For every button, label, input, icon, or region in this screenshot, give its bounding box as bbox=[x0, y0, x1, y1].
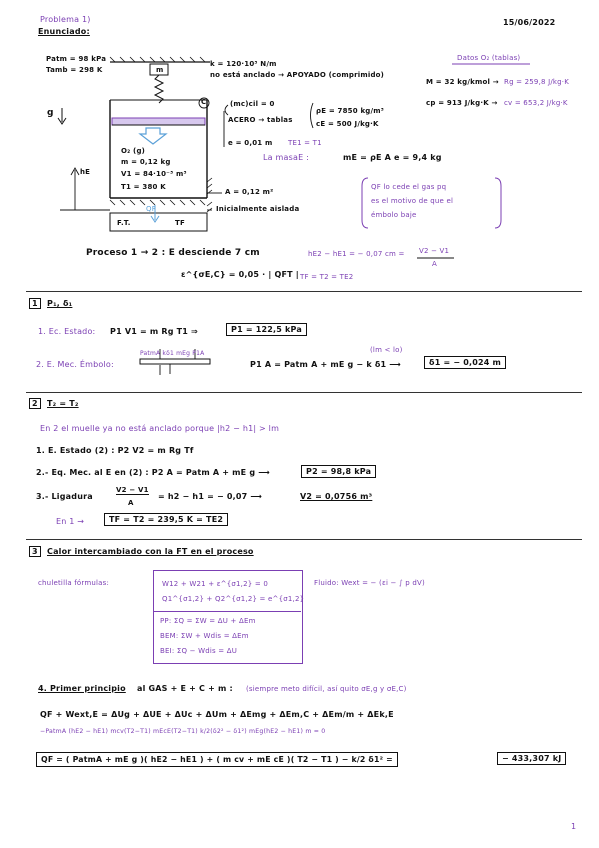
s2-a2-result: P2 = 98,8 kPa bbox=[301, 465, 376, 478]
s1-l1-result: P1 = 122,5 kPa bbox=[226, 323, 307, 336]
gravity-label: g bbox=[47, 108, 54, 118]
datos-cp: cp = 913 J/kg·K → bbox=[426, 99, 498, 107]
gas-v1: V1 = 84·10⁻³ m³ bbox=[121, 170, 187, 178]
s3-pp-note: (siempre meto difícil, así quito σE,g y σE,C) bbox=[246, 685, 407, 693]
m-block-label: m bbox=[156, 66, 164, 74]
divider bbox=[26, 392, 582, 393]
acero: ACERO → tablas bbox=[228, 116, 293, 124]
s3-big-eq: QF + Wext,E = ΔUg + ΔUE + ΔUc + ΔUm + ΔEmg + ΔEm,C + ΔEm/m + ΔEk,E bbox=[40, 710, 394, 719]
note-line-1: QF lo cede el gas pq bbox=[371, 183, 447, 191]
s3-pp-label: 4. Primer principio bbox=[38, 684, 126, 693]
gas-t1: T1 = 380 K bbox=[121, 183, 166, 191]
formula-divider bbox=[153, 611, 301, 612]
s1-l1-eq: P1 V1 = m Rg T1 ⇒ bbox=[110, 327, 198, 336]
s3-title: Calor intercambiado con la FT en el proceso bbox=[47, 547, 254, 556]
s2-a3-label: 3.- Ligadura bbox=[36, 492, 93, 501]
s1-l2-result: δ1 = − 0,024 m bbox=[424, 356, 506, 369]
he-label: hE bbox=[80, 168, 91, 176]
problem-label: Problema 1) bbox=[40, 15, 91, 24]
s2-a1: 1. E. Estado (2) : P2 V2 = m Rg Tf bbox=[36, 446, 194, 455]
mc-cil: (mc)cil = 0 bbox=[230, 100, 275, 108]
s2-a3-eq: = h2 − h1 = − 0,07 ⟶ bbox=[158, 492, 263, 501]
formula-4: BEM: ΣW + Wdis = ΔEm bbox=[160, 632, 249, 640]
proceso-line: Proceso 1 → 2 : E desciende 7 cm bbox=[86, 248, 260, 258]
date: 15/06/2022 bbox=[503, 18, 556, 27]
espesor: e = 0,01 m bbox=[228, 139, 273, 147]
datos-cv: cv = 653,2 J/kg·K bbox=[504, 99, 568, 107]
proceso-frac-den: A bbox=[432, 260, 437, 268]
gas-mass: m = 0,12 kg bbox=[121, 158, 171, 166]
masa-eq: mE = ρE A e = 9,4 kg bbox=[343, 153, 442, 162]
spring-k: k = 120·10³ N/m bbox=[210, 60, 277, 68]
s2-a4-result: TF = T2 = 239,5 K = TE2 bbox=[104, 513, 228, 526]
divider bbox=[26, 539, 582, 540]
proceso-eps: ε^{σE,C} = 0,05 · | QFT | bbox=[181, 270, 299, 279]
page-number: 1 bbox=[571, 822, 577, 831]
fluido-note: Fluido: Wext = − (εi − ∫ p dV) bbox=[314, 579, 425, 587]
tamb: Tamb = 298 K bbox=[46, 66, 103, 74]
te1: TE1 = T1 bbox=[288, 139, 322, 147]
s3-pp-rest: al GAS + E + C + m : bbox=[137, 684, 233, 693]
s1-lm-note: (lm < lo) bbox=[370, 346, 403, 354]
s3-final-result: − 433,307 kJ bbox=[497, 752, 566, 765]
s1-l1-label: 1. Ec. Estado: bbox=[38, 327, 96, 336]
s3-final: QF = ( PatmA + mE g )( hE2 − hE1 ) + ( m cv + mE cE )( T2 − T1 ) − k/2 δ1² = bbox=[36, 752, 398, 767]
qf-label: QF bbox=[146, 205, 156, 213]
s1-number: 1 bbox=[29, 298, 41, 309]
rho: ρE = 7850 kg/m³ bbox=[316, 107, 385, 115]
datos-m: M = 32 kg/kmol → bbox=[426, 78, 499, 86]
masa-label: La masaE : bbox=[263, 153, 309, 162]
formula-2: Q1^{σ1,2} + Q2^{σ1,2} = e^{σ1,2} bbox=[162, 595, 305, 603]
statement-label: Enunciado: bbox=[38, 27, 90, 36]
proceso-temps: TF = T2 = TE2 bbox=[300, 273, 354, 281]
s1-l2-label: 2. E. Mec. Émbolo: bbox=[36, 360, 114, 369]
ce: cE = 500 J/kg·K bbox=[316, 120, 379, 128]
s1-title: P₁, δ₁ bbox=[47, 299, 73, 308]
s3-number: 3 bbox=[29, 546, 41, 557]
formula-5: BEI: ΣQ − Wdis = ΔU bbox=[160, 647, 238, 655]
ft-label: F.T. bbox=[117, 219, 131, 227]
s3-sub-eq: −PatmA (hE2 − hE1) mcv(T2−T1) mEcE(T2−T1) k/2(δ2² − δ1²) mEg(hE2 − hE1) m = 0 bbox=[40, 728, 326, 735]
s1-forces: PatmA kδ1 mEg P1A bbox=[140, 350, 205, 357]
s2-title: T₂ = T₂ bbox=[47, 399, 79, 408]
area: A = 0,12 m² bbox=[225, 188, 274, 196]
note-line-3: émbolo baje bbox=[371, 211, 417, 219]
s2-a2: 2.- Eq. Mec. al E en (2) : P2 A = Patm A + mE g ⟶ bbox=[36, 468, 270, 477]
aislada: Inicialmente aislada bbox=[216, 205, 300, 213]
s3-chuleta: chuletilla fórmulas: bbox=[38, 579, 110, 587]
gas-label: O₂ (g) bbox=[121, 147, 146, 155]
s1-l2-eq: P1 A = Patm A + mE g − k δ1 ⟶ bbox=[250, 360, 401, 369]
tf-label: TF bbox=[175, 219, 185, 227]
divider bbox=[26, 291, 582, 292]
s2-a3-result: V2 = 0,0756 m³ bbox=[300, 492, 373, 501]
patm: Patm = 98 kPa bbox=[46, 55, 107, 63]
s2-a3-frac-num: V2 − V1 bbox=[116, 486, 149, 494]
datos-title: Datos O₂ (tablas) bbox=[457, 54, 521, 62]
note-line-2: es el motivo de que el bbox=[371, 197, 454, 205]
formula-1: W12 + W21 + ε^{σ1,2} = 0 bbox=[162, 580, 268, 588]
spring-note: no está anclado → APOYADO (comprimido) bbox=[210, 71, 385, 79]
proceso-frac-num: V2 − V1 bbox=[419, 247, 450, 255]
s2-a3-frac-den: A bbox=[128, 499, 134, 507]
c-label: C bbox=[201, 98, 207, 106]
datos-rg: Rg = 259,8 J/kg·K bbox=[504, 78, 570, 86]
formula-3: PP: ΣQ = ΣW = ΔU + ΔEm bbox=[160, 617, 256, 625]
s2-intro: En 2 el muelle ya no está anclado porque |h2 − h1| > lm bbox=[40, 424, 280, 433]
proceso-eq: hE2 − hE1 = − 0,07 cm = bbox=[308, 250, 405, 258]
s2-a4: En 1 → bbox=[56, 517, 85, 526]
s2-number: 2 bbox=[29, 398, 41, 409]
